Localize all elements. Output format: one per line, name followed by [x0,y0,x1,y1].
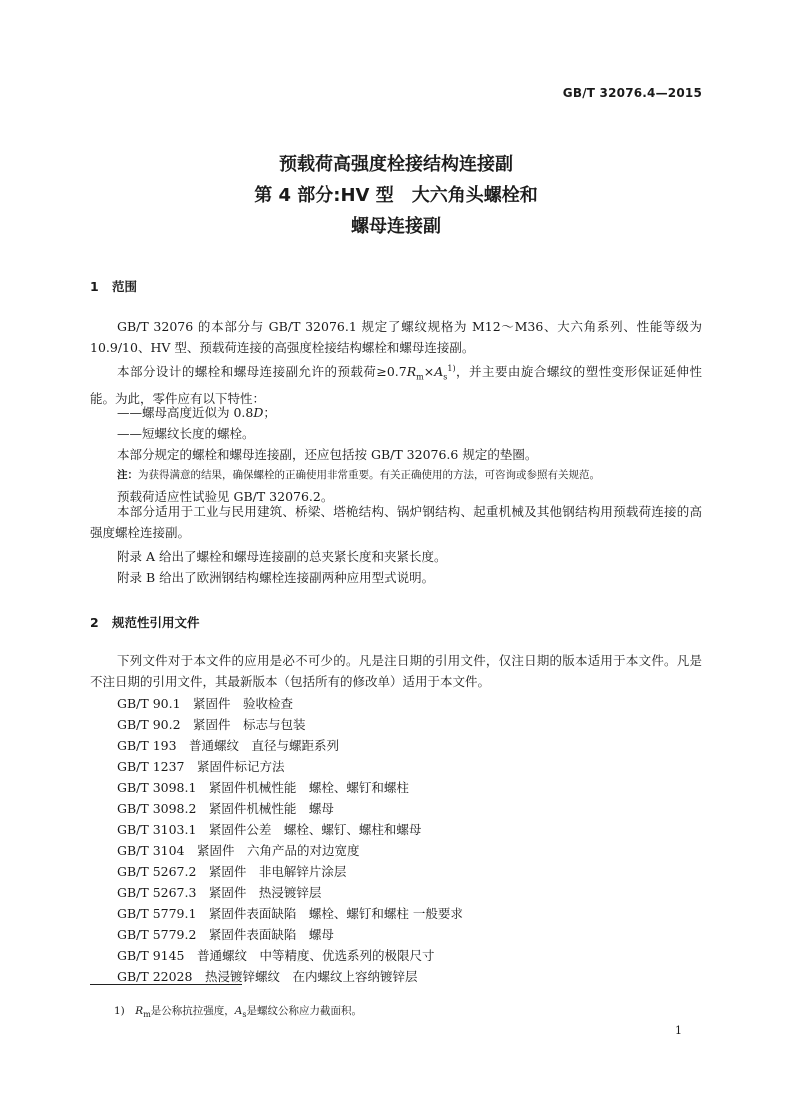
section-title: 范围 [112,279,138,294]
title-line-1: 预载荷高强度栓接结构连接副 [279,154,513,175]
scope-paragraph-5: 本部分适用于工业与民用建筑、桥梁、塔桅结构、锅炉钢结构、起重机械及其他钢结构用预载荷连接的高强度螺栓连接副。 [90,504,702,540]
section-number: 1 [90,279,99,294]
section-title: 规范性引用文件 [112,615,200,630]
reference-item: GB/T 1237 紧固件标记方法 [117,759,285,774]
title-line-2: 第 4 部分:HV 型 大六角头螺栓和 [254,185,538,206]
reference-item: GB/T 5779.2 紧固件表面缺陷 螺母 [117,927,334,942]
scope-note: 注：为获得满意的结果，确保螺栓的正确使用非常重要。有关正确使用的方法，可咨询或参照有关规范。 [117,469,600,481]
reference-item: GB/T 9145 普通螺纹 中等精度、优选系列的极限尺寸 [117,948,435,963]
list-item: ——螺母高度近似为 0.8D； [117,405,276,420]
reference-item: GB/T 90.1 紧固件 验收检查 [117,696,294,711]
reference-item: GB/T 90.2 紧固件 标志与包装 [117,717,306,732]
section-2-heading [90,613,200,631]
reference-item: GB/T 5779.1 紧固件表面缺陷 螺栓、螺钉和螺柱 一般要求 [117,906,463,921]
reference-item: GB/T 5267.2 紧固件 非电解锌片涂层 [117,864,347,879]
scope-paragraph-7: 附录 B 给出了欧洲钢结构螺栓连接副两种应用型式说明。 [117,570,435,585]
scope-paragraph-4: 预载荷适应性试验见 GB/T 32076.2。 [117,489,334,504]
section-number: 2 [90,615,99,630]
document-code: GB/T 32076.4—2015 [562,86,702,100]
list-item: ——短螺纹长度的螺栓。 [117,426,255,441]
reference-item: GB/T 3098.1 紧固件机械性能 螺栓、螺钉和螺柱 [117,780,409,795]
footnote-divider [90,984,242,985]
reference-item: GB/T 3098.2 紧固件机械性能 螺母 [117,801,334,816]
scope-paragraph-1: GB/T 32076 的本部分与 GB/T 32076.1 规定了螺纹规格为 M12～M36、大六角系列、性能等级为 10.9/10、HV 型、预载荷连接的高强度栓接结构螺栓和螺母连接副。 [90,319,702,355]
scope-paragraph-2: 本部分设计的螺栓和螺母连接副允许的预载荷$\ge 0.7R_m\times A_s^{1)}$，并主要由旋合螺纹的塑性变形保证延伸性能。为此，零件应有以下特性： [90,364,702,406]
reference-item: GB/T 3104 紧固件 六角产品的对边宽度 [117,843,360,858]
reference-item: GB/T 3103.1 紧固件公差 螺栓、螺钉、螺柱和螺母 [117,822,422,837]
references-intro: 下列文件对于本文件的应用是必不可少的。凡是注日期的引用文件，仅注日期的版本适用于本文件。凡是不注日期的引用文件，其最新版本（包括所有的修改单）适用于本文件。 [90,653,702,689]
title-line-3: 螺母连接副 [351,216,441,237]
section-1-heading [90,277,137,295]
reference-item: GB/T 193 普通螺纹 直径与螺距系列 [117,738,340,753]
scope-paragraph-3: 本部分规定的螺栓和螺母连接副，还应包括按 GB/T 32076.6 规定的垫圈。 [117,447,538,462]
reference-item: GB/T 22028 热浸镀锌螺纹 在内螺纹上容纳镀锌层 [117,969,418,984]
page-number: 1 [675,1024,682,1037]
scope-paragraph-6: 附录 A 给出了螺栓和螺母连接副的总夹紧长度和夹紧长度。 [117,549,447,564]
footnote: 1) $R_m$是公称抗拉强度，$A_s$是螺纹公称应力截面积。 [114,1005,362,1020]
footnote-ref: 1) [447,364,456,373]
reference-item: GB/T 5267.3 紧固件 热浸镀锌层 [117,885,322,900]
